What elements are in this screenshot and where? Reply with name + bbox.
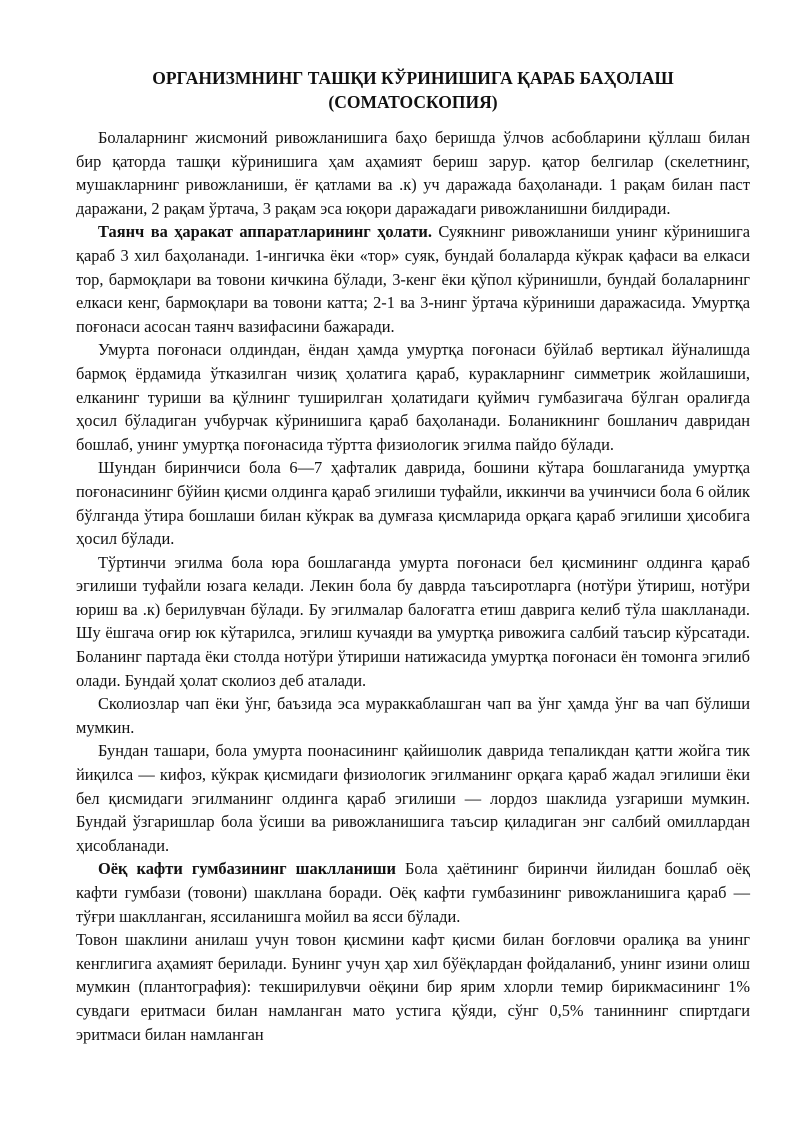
paragraph-7: Бундан ташари, бола умурта поонасининг қайишолик даврида тепаликдан қатти жойга тик йиқилса — кифоз, кўкрак қисмидаги физиологик эгилманинг орқага қараб жадал эгилиши ёки бел қисмидаги эгилманинг олдинга қараб эгилиши — лордоз шаклида узгариши мумкин. Бундай ўзгаришлар бола ўсиши ва ривожланишига таъсир қиладиган энг салбий омиллардан ҳисобланади. — [76, 741, 750, 855]
paragraph-9: Товон шаклини анилаш учун товон қисмини кафт қисми билан боғловчи оралиқа ва унинг кенглигига аҳамият берилади. Бунинг учун ҳар хил бўёқлардан фойдаланиб, унинг изини олиш мумкин (плантография): текширилувчи оёқини бир ярим хлорли темир бирикмасининг 1% сувдаги еритмаси билан намланган мато устига қўяди, сўнг 0,5% таниннинг спиртдаги эритмаси билан намланган — [76, 930, 750, 1044]
paragraph-2 — [76, 220, 750, 338]
paragraph-8-text: Бола ҳаётининг биринчи йилидан бошлаб оёқ кафти гумбази (товони) шакллана боради. Оёқ кафти гумбазининг ривожланишига қараб — тўғри шаклланган, яссиланишга мойил ва ясси бўлади. — [76, 859, 750, 926]
title-line-2: (СОМАТОСКОПИЯ) — [328, 92, 498, 112]
page-title — [76, 66, 750, 114]
paragraph-2-heading: Таянч ва ҳаракат аппаратларининг ҳолати. — [98, 222, 432, 242]
paragraph-3: Умурта поғонаси олдиндан, ёндан ҳамда умуртқа поғонаси бўйлаб вертикал йўналишда бармоқ ёрдамида ўтказилган чизиқ ҳолатига қараб, куракларнинг симметрик жойлашиши, елканинг туриши ва қўлнинг туширилган ҳолатидаги қуймич гумбазигача бўлган оралиғда ҳосил бўладиган учбурчак кўринишига қараб баҳоланади. Боланикнинг бошланич давридан бошлаб, унинг умуртқа поғонасида тўртта физиологик эгилма пайдо бўлади. — [76, 340, 750, 454]
paragraph-8-heading: Оёқ кафти гумбазининг шаклланиши — [98, 859, 396, 879]
paragraph-4: Шундан биринчиси бола 6—7 ҳафталик даврида, бошини кўтара бошлаганида умуртқа поғонасининг бўйин қисми олдинга қараб эгилиши туфайли, иккинчи ва учинчиси бола 6 ойлик бўлганда ўтира бошлаши билан кўкрак ва думғаза қисмларида орқага қараб эгилиши ҳисобига ҳосил бўлади. — [76, 458, 750, 549]
paragraph-8 — [76, 857, 750, 928]
title-line-1: ОРГАНИЗМНИНГ ТАШҚИ КЎРИНИШИГА ҚАРАБ БАҲОЛАШ — [152, 68, 674, 88]
paragraph-1: Болаларнинг жисмоний ривожланишига баҳо беришда ўлчов асбобларини қўллаш билан бир қаторда ташқи кўринишига ҳам аҳамият бериш зарур. қатор белгилар (скелетнинг, мушакларнинг ривожланиши, ёғ қатлами ва .к) уч даражада баҳоланади. 1 рақам билан паст даражани, 2 рақам ўртача, 3 рақам эса юқори даражадаги ривожланишни билдиради. — [76, 128, 750, 218]
paragraph-6: Сколиозлар чап ёки ўнг, баъзида эса мураккаблашган чап ва ўнг ҳамда ўнг ва чап бўлиши мумкин. — [76, 694, 750, 737]
paragraph-2-text: Суякнинг ривожланиши унинг кўринишига қараб 3 хил баҳоланади. 1-ингичка ёки «тор» суяк, бундай болаларда кўкрак қафаси ва елкаси тор, бармоқлари ва товони кичкина бўлади, 3-кенг ёки қўпол кўринишли, бундай болаларнинг елкаси кенг, бармоқлари ва товони катта; 2-1 ва 3-нинг ўртача кўриниши даражасида. Умуртқа поғонаси асосан таянч вазифасини бажаради. — [76, 222, 750, 336]
paragraph-5: Тўртинчи эгилма бола юра бошлаганда умурта поғонаси бел қисмининг олдинга қараб эгилиши туфайли юзага келади. Лекин бола бу даврда таъсиротларга (нотўри ўтириш, нотўри юриш ва .к) берилувчан бўлади. Бу эгилмалар балоғатга етиш даврига келиб тўла шаклланади. Шу ёшгача оғир юк кўтарилса, эгилиш кучаяди ва умуртқа ривожига салбий таъсир кўрсатади. Боланинг партада ёки столда нотўри ўтириши натижасида умуртқа поғонаси ён томонга эгилиб олади. Бундай ҳолат сколиоз деб аталади. — [76, 552, 750, 690]
